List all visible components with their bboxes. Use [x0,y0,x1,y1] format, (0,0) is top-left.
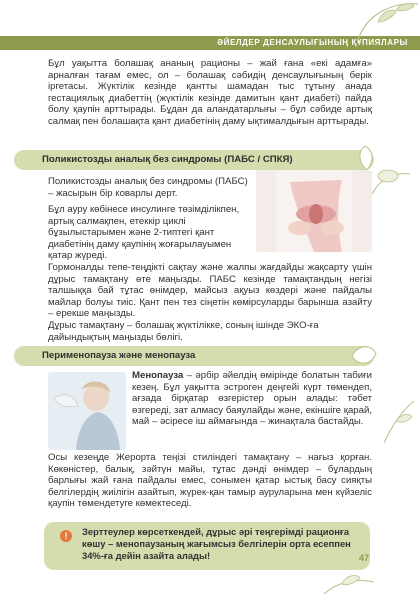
section-heading-pcos [14,150,374,170]
section-heading-text: Поликистозды аналық без синдромы (ПАБС / СПКЯ) [42,154,293,165]
info-icon: ! [60,530,72,542]
menopause-photo [48,372,126,450]
section-heading-menopause [14,346,374,366]
callout-text: Зерттеулер көрсеткендей, дұрыс әрі теңгерімді рационға көшу – менопаузаның жағымсыз белгілерін орта есеппен 34%-ға дейін азайта алады! [82,526,351,561]
pcos-paragraph-4: Дұрыс тамақтану – болашақ жүктілікке, соның ішінде ЭКО-ға дайындықтың маңызды бөлігі. [48,320,319,343]
menopause-lead-paragraph [132,370,372,428]
pcos-paragraph-3: Гормоналды тепе-теңдікті сақтау және жалпы жағдайды жақсарту үшін дұрыс тамақтану өте маңызды. ПАБС кезінде тамақтандың негізі талшыққа бай тұтас өнімдер, майсыз ақуыз көздері және пайдалы майлар болуы тиіс. Қант пен тез сіңетін көмірсуларды барынша азайту – ерекше маңызды. [48,262,372,320]
intro-paragraph: Бұл уақытта болашақ ананың рационы – жай ғана «екі адамға» арналған тағам емес, ол – болашақ сәбидің денсаулығының берік іргетасы. Жүктілік кезінде қантты шамадан тыс тұтыну анада гестациялық диабеттің (жүктілік кезінде дамитын қант диабеті) пайда болу қаупін арттырады. Бұдан да аландатарлығы – бұл сәбиде артық салмақ пен болашақта қант диабетінің даму ықтималдығын арттырады. [48,58,372,127]
running-header-title: ӘЙЕЛДЕР ДЕНСАУЛЫҒЫНЫҢ ҚҰПИЯЛАРЫ [217,38,408,47]
menopause-lead-text: – әрбір әйелдің өмірінде болатын табиғи кезең. Бұл уақытта эстроген деңгейі күрт төмендеп, ағзада бірқатар өзгерістер орын алады: тәбет өзгереді, зат алмасу баяулайды және, екіншіге қарай, май – әсіресе іш аймағында – жинақтала бастайды. [132,370,372,428]
pcos-photo [256,170,372,252]
page-number: 47 [359,553,370,563]
leaf-icon [380,395,418,445]
pcos-paragraph-2: Бұл ауру көбінесе инсулинге төзімділікпен, артық салмақпен, етеккір циклі бұзылыстарымен және 2-типтегі қант диабетінің даму қаупінің жоғарылауымен қатар жүреді. [48,204,240,262]
menopause-paragraph-2: Осы кезеңде Жерорта теңізі стиліндегі тамақтану – нағыз қорған. Көкөністер, балық, зәйтүн майы, тұтас дәнді өнімдер – бұлардың барлығы жай ғана пайдалы емес, сонымен қатар ыстық басу сияқты белгілердің жиілігін азайтып, жүрек-қан тамыр ауруларына мен күйзеліс қаупін төмендетуге көмектеседі. [48,452,372,510]
menopause-term: Менопауза [132,370,184,381]
pcos-paragraph-1: Поликистозды аналық без синдромы (ПАБС) – жасырын бір коварлы дерт. [48,176,248,199]
leaf-icon [348,0,420,44]
section-heading-text: Перименопауза және менопауза [42,350,196,361]
